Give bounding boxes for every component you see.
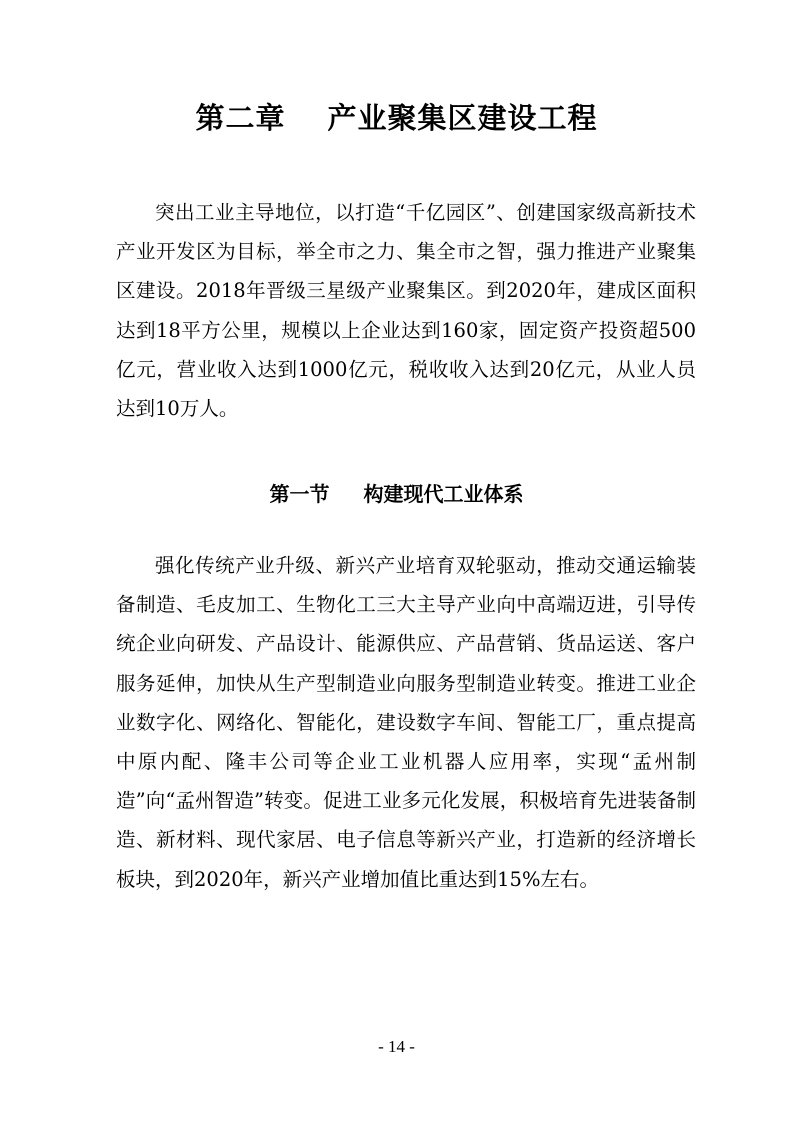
section-number: 第一节 bbox=[269, 482, 330, 506]
section-title bbox=[0, 476, 793, 512]
chapter-title bbox=[0, 96, 793, 140]
intro-paragraph: 突出工业主导地位，以打造“千亿园区”、创建国家级高新技术产业开发区为目标，举全市之力、集全市之智，强力推进产业聚集区建设。2018年晋级三星级产业聚集区。到2020年，建成区面积达到18平方公里，规模以上企业达到160家，固定资产投资超500亿元，营业收入达到1000亿元，税收收入达到20亿元，从业人员达到10万人。 bbox=[116, 201, 696, 421]
page-number: - 14 - bbox=[378, 1037, 415, 1056]
section-name: 构建现代工业体系 bbox=[363, 482, 524, 506]
chapter-name: 产业聚集区建设工程 bbox=[327, 101, 598, 135]
section-paragraph: 强化传统产业升级、新兴产业培育双轮驱动，推动交通运输装备制造、毛皮加工、生物化工三大主导产业向中高端迈进，引导传统企业向研发、产品设计、能源供应、产品营销、货品运送、客户服务延伸，加快从生产型制造业向服务型制造业转变。推进工业企业数字化、网络化、智能化，建设数字车间、智能工厂，重点提高中原内配、隆丰公司等企业工业机器人应用率，实现“孟州制造”向“孟州智造”转变。促进工业多元化发展，积极培育先进装备制造、新材料、现代家居、电子信息等新兴产业，打造新的经济增长板块，到2020年，新兴产业增加值比重达到15%左右。 bbox=[116, 554, 696, 891]
chapter-number: 第二章 bbox=[195, 101, 286, 135]
